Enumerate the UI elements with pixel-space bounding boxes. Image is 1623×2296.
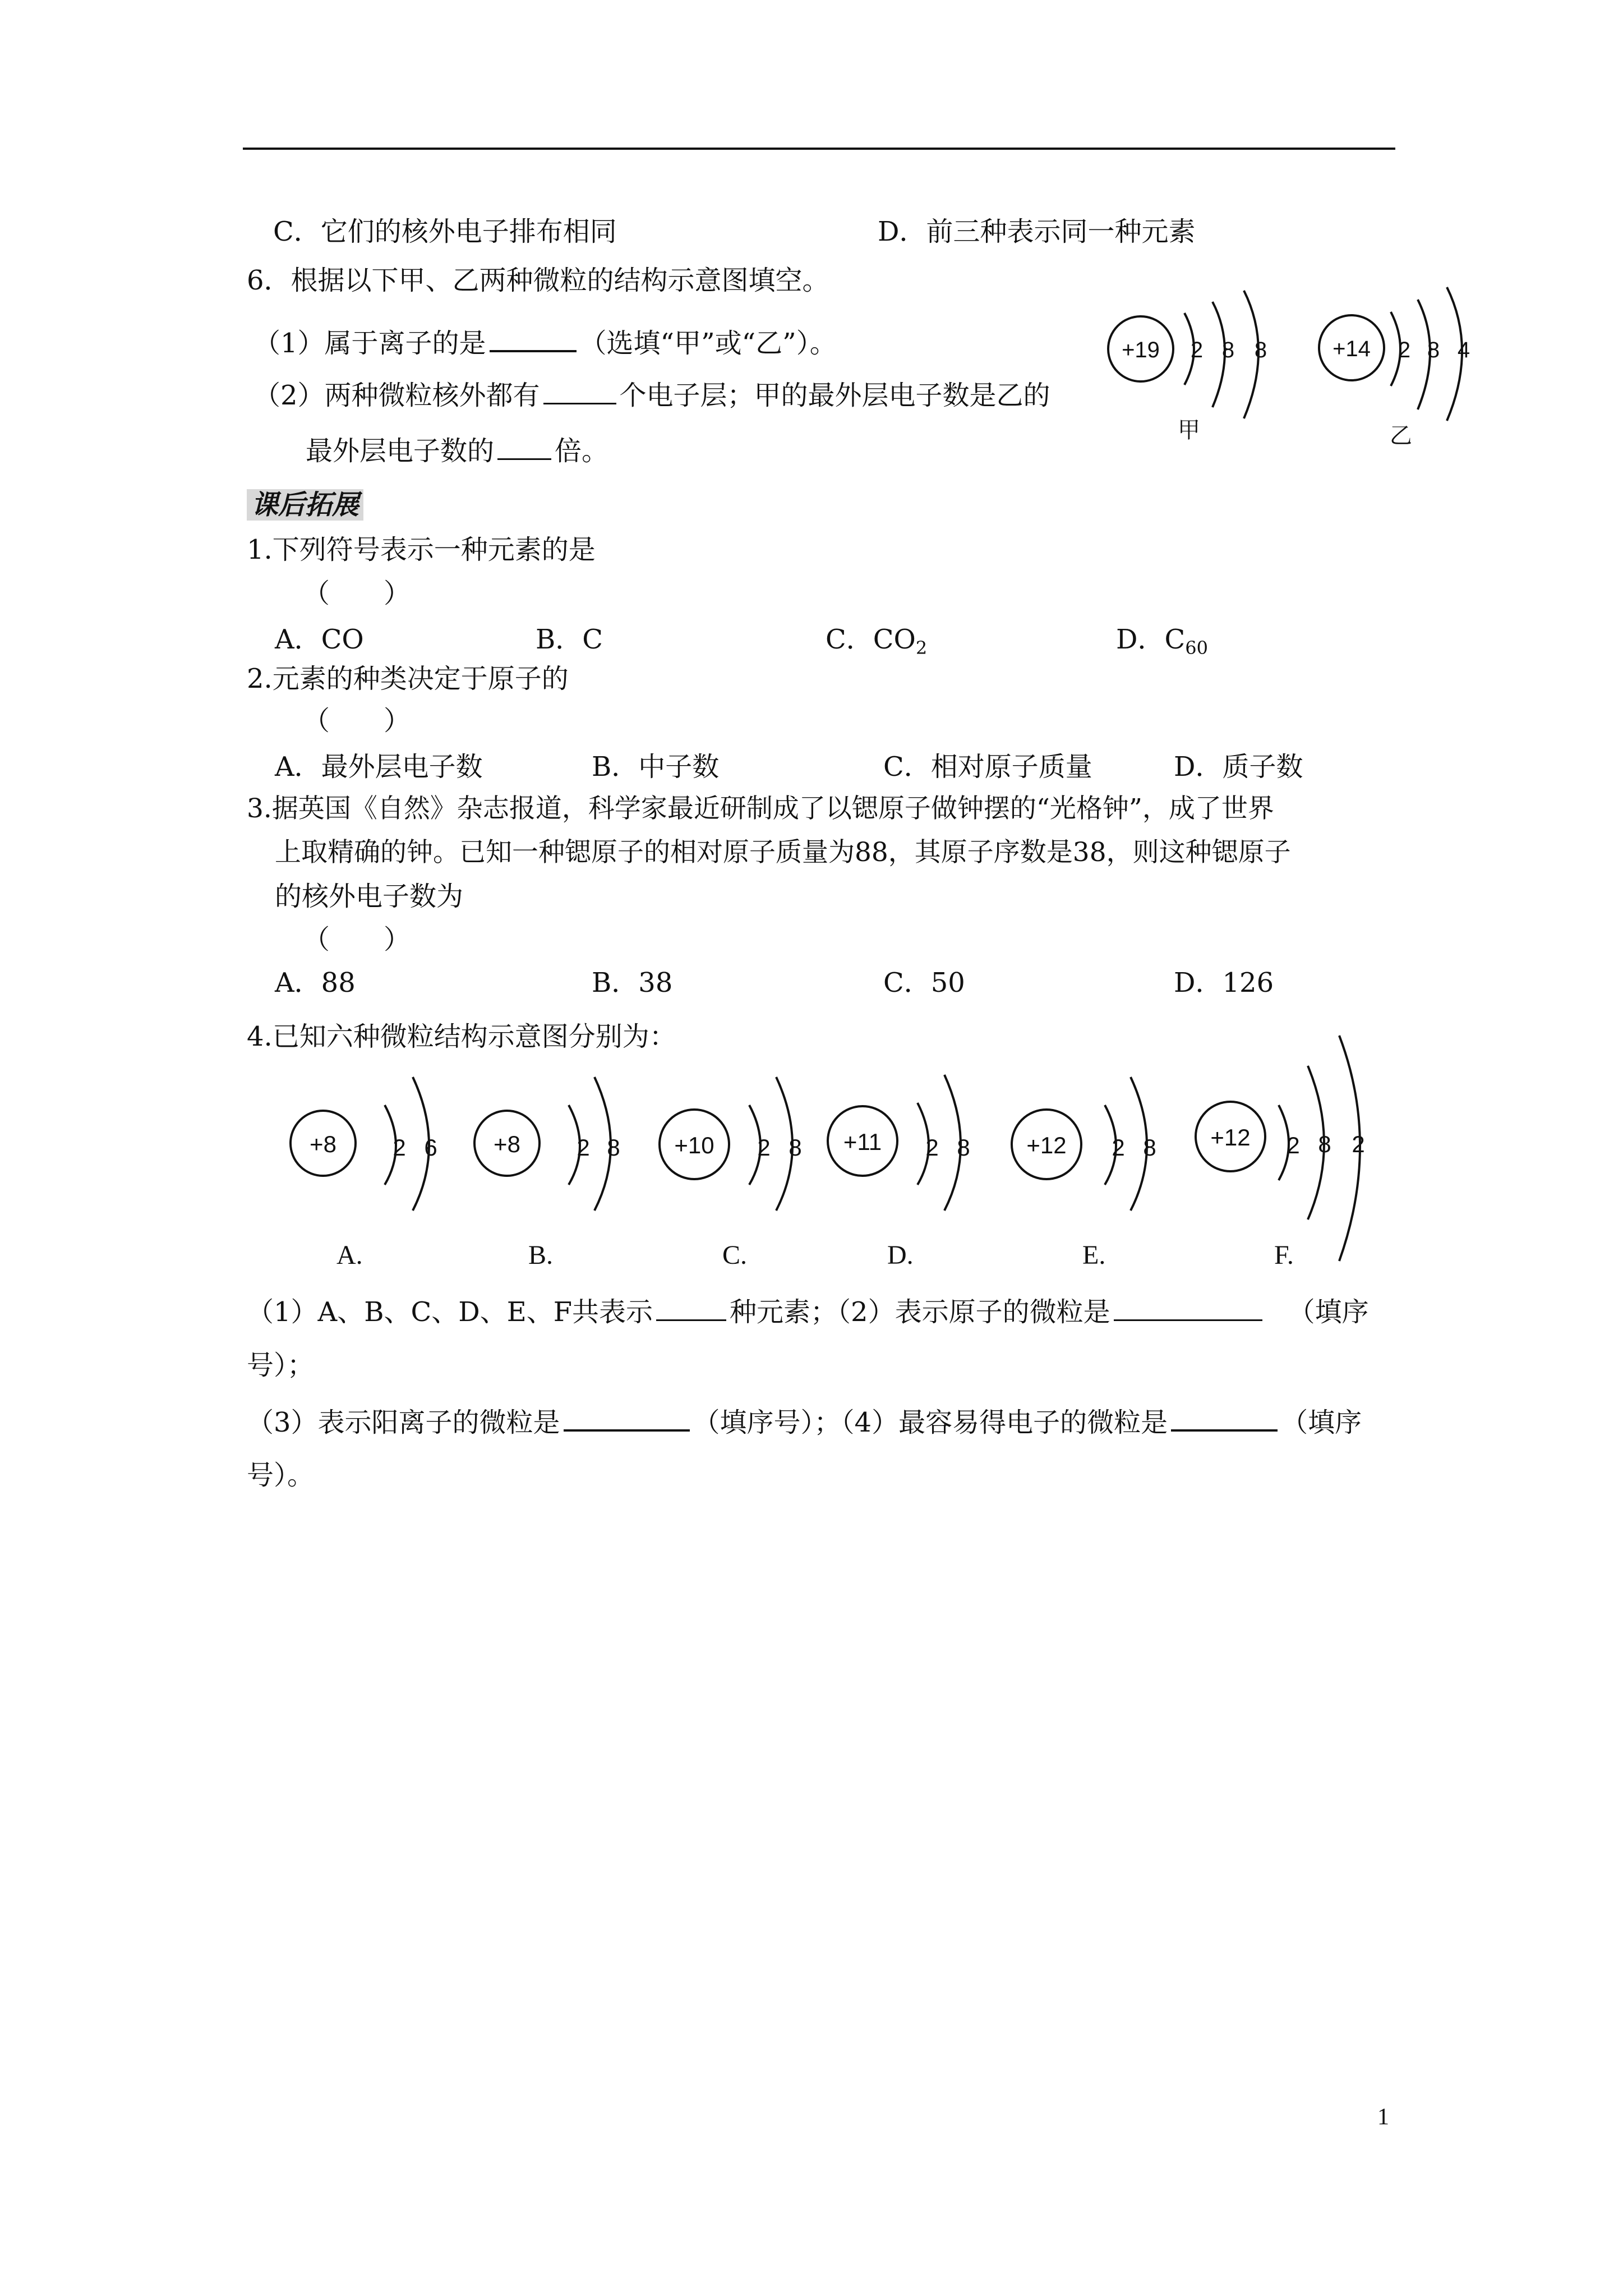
shell-count: 8: [957, 1134, 970, 1161]
shell-count: 2: [1287, 1132, 1300, 1158]
nucleus-charge: +12: [1026, 1132, 1067, 1158]
q6-part1: （1）属于离子的是 （选填“甲”或“乙”）。: [253, 325, 837, 360]
shell-count: 2: [393, 1134, 406, 1161]
e2-option-b: B．中子数: [592, 751, 720, 783]
e2-option-a: A．最外层电子数: [275, 751, 483, 783]
shell-count: 8: [1221, 338, 1235, 362]
diagram-jia: [1108, 291, 1267, 418]
q6-stem: 6．根据以下甲、乙两种微粒的结构示意图填空。: [247, 265, 829, 296]
prev-option-d: D．前三种表示同一种元素: [878, 216, 1196, 247]
shell-count: 6: [424, 1134, 437, 1161]
e1-option-a: A．CO: [275, 624, 364, 655]
nucleus-charge: +8: [494, 1131, 520, 1157]
diagram-label-b: B.: [528, 1240, 554, 1270]
q6-blank-2[interactable]: [543, 378, 616, 404]
page-number: 1: [1377, 2104, 1389, 2130]
diagram-a: [291, 1077, 437, 1211]
e2-option-d: D．质子数: [1174, 751, 1303, 783]
diagram-yi: [1319, 287, 1470, 421]
q6-blank-3[interactable]: [497, 434, 551, 460]
e3-line-3: 的核外电子数为: [275, 881, 464, 912]
shell-count: 2: [1112, 1134, 1125, 1161]
shell-count: 2: [757, 1134, 771, 1161]
shell-count: 2: [1190, 338, 1204, 362]
nucleus-charge: +8: [310, 1131, 336, 1157]
e2-stem: 2.元素的种类决定于原子的: [247, 663, 569, 694]
e3-answer-paren: （ ）: [303, 924, 411, 955]
e4-stem: 4.已知六种微粒结构示意图分别为：: [247, 1021, 676, 1052]
e3-line-2: 上取精确的钟。已知一种锶原子的相对原子质量为88，其原子序数是38，则这种锶原子: [275, 837, 1291, 868]
nucleus-charge: +14: [1332, 337, 1371, 361]
prev-option-c: C．它们的核外电子排布相同: [273, 216, 617, 247]
nucleus-charge: +11: [843, 1129, 882, 1155]
shell-count: 8: [1143, 1134, 1156, 1161]
e1-answer-paren: （ ）: [303, 578, 411, 609]
diagram-label-yi: 乙: [1390, 424, 1412, 448]
q6-part2-cont: 最外层电子数的 倍。: [306, 434, 608, 468]
shell-count: 2: [925, 1134, 939, 1161]
diagram-label-c: C.: [722, 1240, 748, 1270]
e3-line-1: 3.据英国《自然》杂志报道，科学家最近研制成了以锶原子做钟摆的“光格钟”，成了世界: [247, 793, 1274, 824]
diagram-label-d: D.: [887, 1240, 914, 1270]
diagram-label-a: A.: [336, 1240, 363, 1270]
e4-blank-1[interactable]: [656, 1295, 726, 1321]
e4-blank-4[interactable]: [1171, 1405, 1278, 1432]
shell-count: 8: [789, 1134, 802, 1161]
shell-count: 2: [577, 1134, 590, 1161]
e4-question-1-2: （1）A、B、C、D、E、F共表示 种元素；（2）表示原子的微粒是 （填序: [247, 1295, 1369, 1329]
nucleus-charge: +19: [1122, 338, 1160, 362]
e1-option-d: D．$C_{60}$: [1116, 624, 1208, 659]
shell-count: 8: [1254, 338, 1267, 362]
diagram-label-jia: 甲: [1178, 418, 1200, 443]
e3-option-d: D．126: [1174, 967, 1274, 999]
e2-option-c: C．相对原子质量: [883, 751, 1092, 783]
e4-question-1-2-cont: 号）；: [247, 1350, 315, 1381]
q6-structure-diagrams: [1094, 286, 1486, 449]
nucleus-charge: +10: [674, 1132, 714, 1158]
diagram-e: [1012, 1077, 1156, 1211]
e4-question-3-4: （3）表示阳离子的微粒是 （填序号）；（4）最容易得电子的微粒是 （填序: [247, 1405, 1362, 1439]
e3-option-c: C．50: [883, 967, 965, 999]
e1-stem: 1.下列符号表示一种元素的是: [247, 534, 596, 565]
shell-count: 4: [1457, 338, 1470, 362]
diagram-f: [1196, 1036, 1365, 1261]
e2-answer-paren: （ ）: [303, 705, 411, 737]
section-title: 课后拓展: [247, 488, 363, 522]
e1-option-b: B．C: [536, 624, 603, 655]
diagram-label-f: F.: [1274, 1240, 1294, 1270]
shell-count: 8: [1427, 338, 1440, 362]
e4-blank-2[interactable]: [1114, 1295, 1262, 1321]
e3-option-a: A．88: [275, 967, 356, 999]
e4-blank-3[interactable]: [564, 1405, 690, 1432]
e4-structure-diagrams: [280, 1032, 1413, 1268]
e1-option-c: C．$CO_2$: [826, 624, 928, 659]
header-rule: [243, 148, 1395, 150]
q6-blank-1[interactable]: [490, 325, 577, 352]
diagram-label-e: E.: [1082, 1240, 1106, 1270]
shell-count: 8: [1318, 1131, 1331, 1157]
shell-count: 2: [1398, 338, 1411, 362]
diagram-d: [828, 1075, 970, 1211]
shell-count: 2: [1352, 1131, 1365, 1157]
diagram-b: [474, 1077, 620, 1211]
shell-count: 8: [607, 1134, 620, 1161]
diagram-c: [660, 1077, 802, 1211]
q6-part2: （2）两种微粒核外都有 个电子层；甲的最外层电子数是乙的: [253, 378, 1050, 412]
e4-question-3-4-cont: 号）。: [247, 1460, 315, 1491]
e3-option-b: B．38: [592, 967, 673, 999]
nucleus-charge: +12: [1210, 1124, 1251, 1151]
